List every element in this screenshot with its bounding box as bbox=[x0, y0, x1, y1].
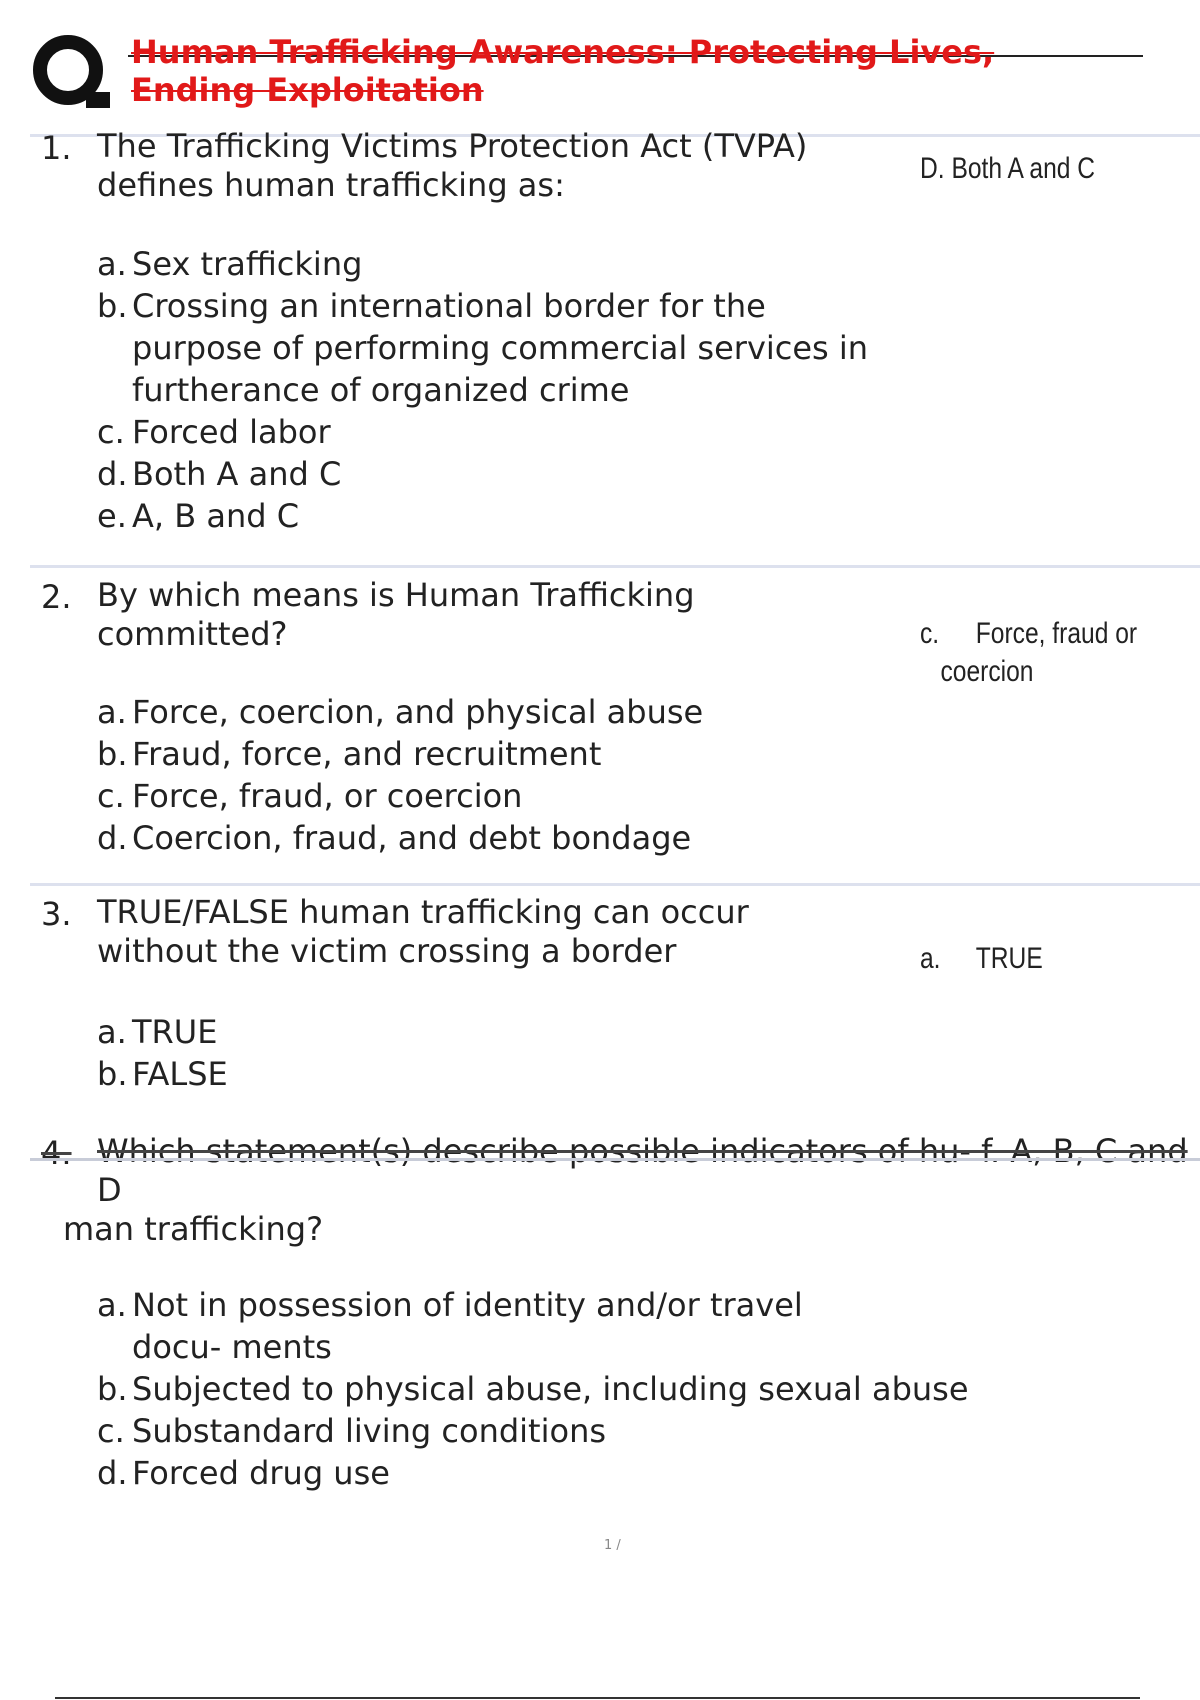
answer-text: Both A and C bbox=[951, 152, 1096, 185]
question-text-line-1: Which statement(s) describe possible indicators of hu- f. A, B, C and bbox=[97, 1132, 1188, 1170]
question-text-line-1: The Trafficking Victims Protection Act (TVPA) bbox=[97, 127, 808, 165]
option-text: Force, coercion, and physical abuse bbox=[132, 693, 704, 731]
option-letter: b. bbox=[97, 287, 128, 325]
divider bbox=[30, 1158, 1200, 1161]
option-text: Subjected to physical abuse, including sexual abuse bbox=[132, 1370, 969, 1408]
option-letter: d. bbox=[97, 1454, 128, 1492]
option-letter: a. bbox=[97, 1013, 127, 1051]
option-text: FALSE bbox=[132, 1055, 228, 1093]
option-text: Force, fraud, or coercion bbox=[132, 777, 523, 815]
answer bbox=[920, 615, 1137, 691]
answer-text-line-2: coercion bbox=[940, 655, 1034, 688]
option-a bbox=[97, 1284, 892, 1368]
answer-letter: c. bbox=[920, 617, 940, 650]
option-a bbox=[97, 243, 897, 285]
question-number: 1. bbox=[41, 129, 72, 167]
question-text-line-1: TRUE/FALSE human trafficking can occur bbox=[97, 893, 749, 931]
question-text-line-2: without the victim crossing a border bbox=[97, 932, 677, 970]
question-text bbox=[97, 576, 695, 654]
document-title bbox=[131, 33, 994, 109]
option-d bbox=[97, 817, 897, 859]
option-text: Fraud, force, and recruitment bbox=[132, 735, 602, 773]
question-text bbox=[97, 893, 749, 971]
option-letter: d. bbox=[97, 455, 128, 493]
option-letter: d. bbox=[97, 819, 128, 857]
answer bbox=[920, 940, 1043, 978]
option-a bbox=[97, 1011, 897, 1053]
question-text-line-2: defines human trafficking as: bbox=[97, 166, 565, 204]
question-number: 4. bbox=[41, 1134, 72, 1172]
option-list bbox=[97, 1284, 1037, 1494]
question-text-line-2: committed? bbox=[97, 615, 288, 653]
option-b bbox=[97, 1053, 897, 1095]
q-logo-icon bbox=[30, 30, 110, 110]
question-number: 2. bbox=[41, 578, 72, 616]
question-number: 3. bbox=[41, 895, 72, 933]
option-text: Crossing an international border for the purpose of performing commercial services in furtherance of organized crime bbox=[132, 287, 869, 409]
option-text: Not in possession of identity and/or travel docu- ments bbox=[132, 1286, 803, 1366]
option-letter: a. bbox=[97, 1286, 127, 1324]
option-letter: e. bbox=[97, 497, 127, 535]
question-text bbox=[97, 1132, 1188, 1210]
option-b bbox=[97, 733, 897, 775]
option-e bbox=[97, 495, 897, 537]
answer-text-line-1: Force, fraud or bbox=[975, 617, 1138, 650]
title-line-2: Ending Exploitation bbox=[131, 71, 484, 109]
question-text-continued: man trafficking? bbox=[63, 1210, 324, 1248]
option-list bbox=[97, 691, 897, 859]
title-line-1: Human Trafficking Awareness: Protecting Lives, bbox=[131, 33, 995, 71]
answer-letter: a. bbox=[920, 942, 941, 975]
option-b bbox=[97, 285, 897, 411]
option-text: Forced labor bbox=[132, 413, 331, 451]
option-list bbox=[97, 1011, 897, 1095]
option-letter: c. bbox=[97, 1412, 125, 1450]
option-letter: c. bbox=[97, 777, 125, 815]
option-a bbox=[97, 691, 897, 733]
answer bbox=[920, 150, 1095, 188]
answer-letter: D. bbox=[920, 152, 945, 185]
option-c bbox=[97, 411, 897, 453]
option-c bbox=[97, 775, 897, 817]
option-letter: a. bbox=[97, 245, 127, 283]
option-list bbox=[97, 243, 897, 537]
divider bbox=[30, 565, 1200, 568]
option-letter: b. bbox=[97, 1370, 128, 1408]
option-letter: b. bbox=[97, 1055, 128, 1093]
question-text bbox=[97, 127, 807, 205]
option-text: Substandard living conditions bbox=[132, 1412, 607, 1450]
option-letter: a. bbox=[97, 693, 127, 731]
option-c bbox=[97, 1410, 1037, 1452]
option-d bbox=[97, 453, 897, 495]
question-text-line-1: By which means is Human Trafficking bbox=[97, 576, 695, 614]
option-text: A, B and C bbox=[132, 497, 300, 535]
option-text: Both A and C bbox=[132, 455, 342, 493]
page-number: 1 / bbox=[604, 1538, 621, 1553]
option-b bbox=[97, 1368, 1037, 1410]
option-letter: b. bbox=[97, 735, 128, 773]
option-text: TRUE bbox=[132, 1013, 218, 1051]
option-d bbox=[97, 1452, 1037, 1494]
option-text: Forced drug use bbox=[132, 1454, 390, 1492]
option-letter: c. bbox=[97, 413, 125, 451]
option-text: Coercion, fraud, and debt bondage bbox=[132, 819, 692, 857]
footer-rule bbox=[55, 1697, 1140, 1699]
answer-text: TRUE bbox=[975, 942, 1043, 975]
question-text-line-2: D bbox=[97, 1171, 122, 1209]
divider bbox=[30, 883, 1200, 886]
option-text: Sex trafficking bbox=[132, 245, 363, 283]
